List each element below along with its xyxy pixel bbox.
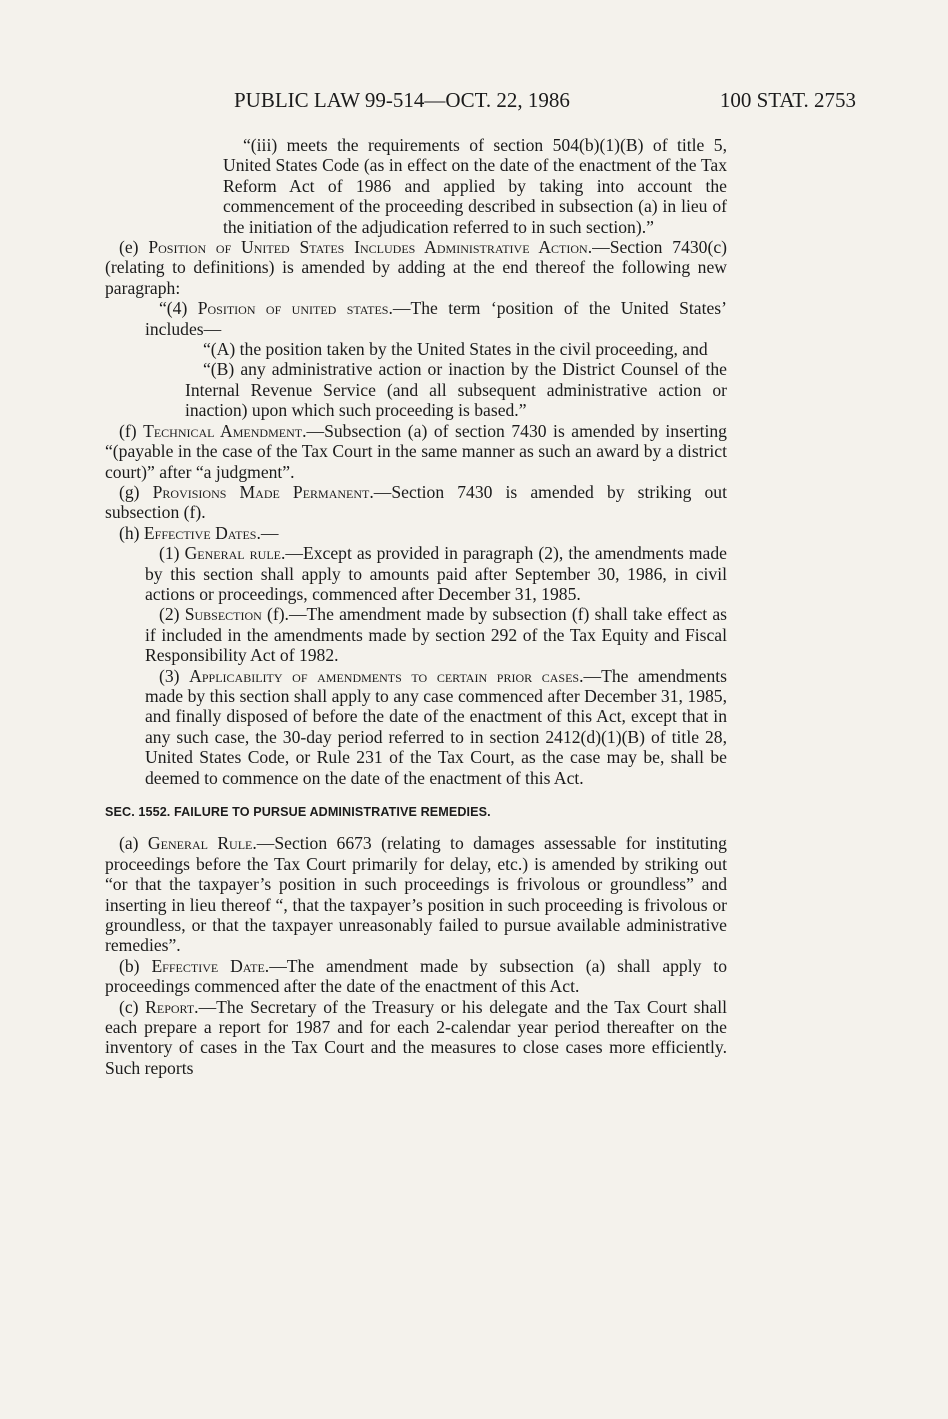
paragraph-4-heading: Position of united states. — [197, 298, 393, 319]
paragraph-h1-heading: General rule. — [184, 543, 286, 564]
subsection-h: (h) Effective Dates.— — [119, 522, 279, 543]
paragraph-h3: (3) Applicability of amendments to certain prior cases.—The amendments made by this section shall apply to any case commenced after December 31, 1985, and finally disposed of before the date of the enactment of this Act, except that in any such case, the 30-day period referred to in section 2412(d)(1)(B) of title 28, United States Code, or Rule 231 of the Tax Court, as the case may be, shall be deemed to commence on the date of the enactment of this Act. — [145, 665, 727, 788]
subsection-c: (c) Report.—The Secretary of the Treasury or his delegate and the Tax Court shall each prepare a report for 1987 and for each 2-calendar year period thereafter on the inventory of cases in the Tax Court and the measures to close cases more efficiently. Such reports — [105, 996, 727, 1078]
subsection-a-heading: General Rule. — [147, 833, 257, 854]
subsection-h-heading: Effective Dates. — [143, 522, 261, 543]
section-heading: SEC. 1552. FAILURE TO PURSUE ADMINISTRATIVE REMEDIES. — [105, 805, 491, 819]
subsection-g: (g) Provisions Made Permanent.—Section 7430 is amended by striking out subsection (f). — [105, 481, 727, 523]
paragraph-4: “(4) Position of united states.—The term ‘position of the United States’ includes— — [145, 298, 727, 339]
paragraph-h3-heading: Applicability of amendments to certain prior cases. — [189, 665, 584, 686]
paragraph-h2-heading: Subsection — [184, 604, 262, 625]
subsection-c-heading: Report. — [145, 996, 199, 1017]
subparagraph-B: “(B) any administrative action or inaction by the District Counsel of the Internal Revenue Service (and all subsequent administrative action or inaction) upon which such proceeding is based.” — [185, 359, 727, 421]
subsection-e: (e) Position of United States Includes Administrative Action.—Section 7430(c) (relating to definitions) is amended by adding at the end thereof the following new paragraph: — [105, 237, 727, 298]
clause-iii: “(iii) meets the requirements of section 504(b)(1)(B) of title 5, United States Code (as in effect on the date of the enactment of the Tax Reform Act of 1986 and applied by taking into account the commencement of the proceeding described in subsection (a) in lieu of the initiation of the adjudication referred to in such section).” — [223, 135, 727, 237]
subsection-f: (f) Technical Amendment.—Subsection (a) of section 7430 is amended by inserting “(payable in the case of the Tax Court in the same manner as such an award by a district court)” after “a judgment”. — [105, 420, 727, 482]
page-header — [0, 88, 948, 118]
subsection-e-heading: Position of United States Includes Administrative Action. — [148, 237, 593, 258]
subsection-g-heading: Provisions Made Permanent. — [152, 481, 374, 502]
subsection-f-heading: Technical Amendment. — [143, 420, 307, 441]
document-body — [105, 135, 727, 1078]
header-stat-page: 100 STAT. 2753 — [719, 88, 856, 112]
paragraph-h2: (2) Subsection (f).—The amendment made by subsection (f) shall take effect as if included in the amendments made by section 292 of the Tax Equity and Fiscal Responsibility Act of 1982. — [145, 604, 727, 666]
paragraph-h1: (1) General rule.—Except as provided in paragraph (2), the amendments made by this section shall apply to amounts paid after September 30, 1986, in civil actions or proceedings, commenced after December 31, 1985. — [145, 543, 727, 604]
header-title: PUBLIC LAW 99-514—OCT. 22, 1986 — [234, 88, 570, 112]
subsection-a: (a) General Rule.—Section 6673 (relating to damages assessable for instituting proceedings before the Tax Court primarily for delay, etc.) is amended by striking out “or that the taxpayer’s position in such proceedings is frivolous or groundless” and inserting in lieu thereof “, that the taxpayer’s position in such proceeding is frivolous or groundless, or that the taxpayer unreasonably failed to pursue available administrative remedies”. — [105, 833, 727, 956]
subsection-b: (b) Effective Date.—The amendment made by subsection (a) shall apply to proceedings commenced after the date of the enactment of this Act. — [105, 955, 727, 997]
subsection-b-heading: Effective Date. — [151, 955, 270, 976]
subparagraph-A: “(A) the position taken by the United States in the civil proceeding, and — [203, 339, 708, 360]
